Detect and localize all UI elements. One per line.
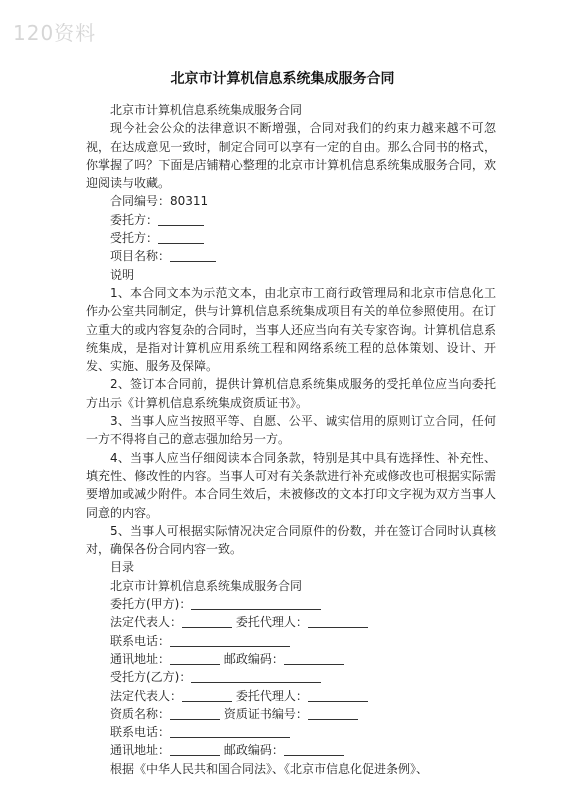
note-4: 4、当事人应当仔细阅读本合同条款，特别是其中具有选择性、补充性、填充性、修改性的内容。当事人可对有关条款进行补充或修改也可根据实际需要增加或减少附件。本合同生效后，未被修改的文本打印文字视为双方当事人同意的内容。	[86, 450, 496, 520]
cert-no-blank	[308, 706, 358, 720]
phone-blank	[170, 633, 290, 647]
intro-paragraph: 现今社会公众的法律意识不断增强，合同对我们的约束力越来越不可忽视，在达成意见一致时，制定合同可以享有一定的自由。那么合同书的格式，你掌握了吗？下面是店铺精心整理的北京市计算机信息系统集成服务合同，欢迎阅读与收藏。	[86, 121, 496, 191]
watermark: 120资料	[13, 21, 97, 45]
agent-blank	[308, 614, 368, 628]
party-b-address-row	[86, 741, 496, 759]
address-label: 通讯地址：	[110, 651, 171, 666]
agent-label: 委托代理人：	[235, 688, 308, 703]
party-b-label: 受托方(乙方)：	[110, 670, 192, 685]
project-label: 项目名称：	[110, 249, 171, 264]
agent-label: 委托代理人：	[235, 615, 308, 630]
contractor-blank	[158, 230, 204, 244]
document-title: 北京市计算机信息系统集成服务合同	[170, 71, 395, 87]
phone-label: 联系电话：	[110, 633, 171, 648]
party-a-legal-rep-row	[86, 613, 496, 631]
legal-rep-blank	[182, 688, 232, 702]
postcode-blank	[284, 742, 344, 756]
qualification-row	[86, 705, 496, 723]
toc-title: 北京市计算机信息系统集成服务合同	[110, 578, 303, 593]
party-b-legal-rep-row	[86, 687, 496, 705]
client-field	[86, 211, 496, 229]
legal-rep-blank	[182, 614, 232, 628]
phone-blank	[170, 724, 290, 738]
subtitle: 北京市计算机信息系统集成服务合同	[110, 103, 303, 117]
note-1: 1、本合同文本为示范文本，由北京市工商行政管理局和北京市信息化工作办公室共同制定，供与计算机信息系统集成项目有关的单位参照使用。在订立重大的或内容复杂的合同时，当事人还应当向有关专家咨询。计算机信息系统集成，是指对计算机应用系统工程和网络系统工程的总体策划、设计、开发、实施、服务及保障。	[86, 285, 496, 374]
party-b-blank	[191, 669, 321, 683]
notes-heading: 说明	[110, 267, 135, 282]
party-b-phone-row	[86, 723, 496, 741]
note-5: 5、当事人可根据实际情况决定合同原件的份数，并在签订合同时认真核对，确保各份合同内容一致。	[86, 523, 496, 557]
address-label: 通讯地址：	[110, 743, 171, 758]
party-a-label: 委托方(甲方)：	[110, 597, 192, 612]
contractor-field	[86, 229, 496, 247]
party-a-blank	[191, 596, 321, 610]
party-a-address-row	[86, 650, 496, 668]
toc-heading: 目录	[110, 560, 135, 575]
qual-name-label: 资质名称：	[110, 706, 171, 721]
postcode-label: 邮政编码：	[223, 743, 284, 758]
note-3: 3、当事人应当按照平等、自愿、公平、诚实信用的原则订立合同，任何一方不得将自己的意志强加给另一方。	[86, 414, 496, 447]
cert-no-label: 资质证书编号：	[223, 706, 308, 721]
party-a-phone-row	[86, 632, 496, 650]
project-field	[86, 247, 496, 265]
phone-label: 联系电话：	[110, 725, 171, 740]
contractor-label: 受托方：	[110, 231, 159, 246]
contract-number: 合同编号：80311	[110, 194, 209, 209]
party-b-field	[86, 668, 496, 686]
agent-blank	[308, 688, 368, 702]
address-blank	[170, 651, 220, 665]
postcode-blank	[284, 651, 344, 665]
client-label: 委托方：	[110, 212, 159, 227]
legal-basis-line: 根据《中华人民共和国合同法》、《北京市信息化促进条例》、	[110, 761, 429, 776]
legal-rep-label: 法定代表人：	[110, 688, 183, 703]
qual-name-blank	[170, 706, 220, 720]
document-body	[86, 101, 496, 778]
client-blank	[158, 212, 204, 226]
note-2: 2、签订本合同前，提供计算机信息系统集成服务的受托单位应当向委托方出示《计算机信息系统集成资质证书》。	[86, 377, 496, 410]
address-blank	[170, 742, 220, 756]
party-a-field	[86, 595, 496, 613]
project-blank	[170, 248, 216, 262]
postcode-label: 邮政编码：	[223, 651, 284, 666]
legal-rep-label: 法定代表人：	[110, 615, 183, 630]
